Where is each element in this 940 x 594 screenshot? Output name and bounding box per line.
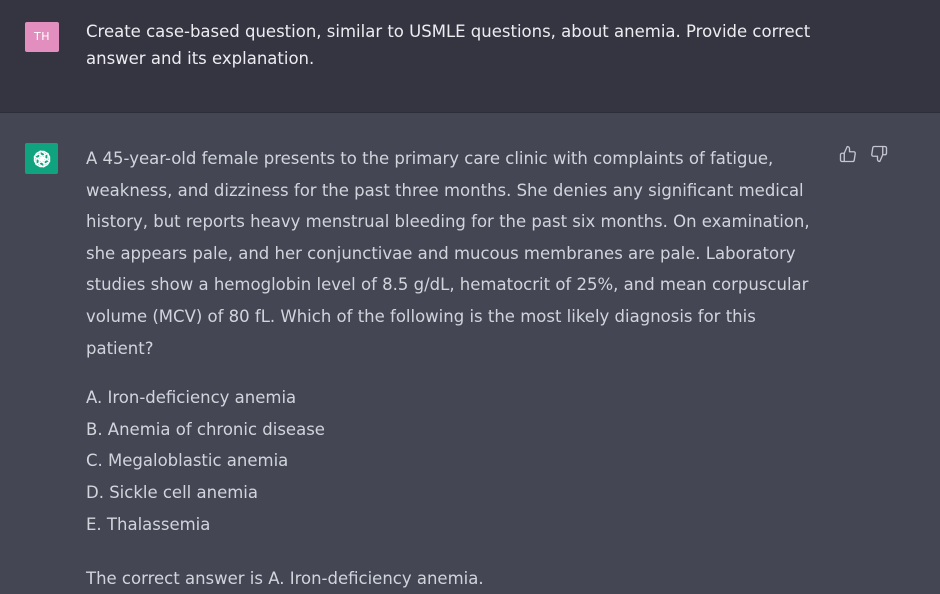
assistant-avatar — [25, 143, 58, 174]
option-b: B. Anemia of chronic disease — [86, 419, 325, 439]
option-c: C. Megaloblastic anemia — [86, 451, 289, 471]
assistant-message-row — [0, 113, 940, 589]
answer-options-list — [86, 382, 826, 540]
option-a: A. Iron-deficiency anemia — [86, 388, 297, 408]
openai-logo-icon — [31, 148, 53, 170]
thumbs-down-button[interactable] — [869, 144, 889, 164]
thumbs-down-icon — [870, 145, 888, 163]
thumbs-up-button[interactable] — [838, 144, 858, 164]
user-message-text: Create case-based question, similar to USMLE questions, about anemia. Provide correct answer and its explanation. — [86, 22, 811, 68]
assistant-message-content — [86, 143, 826, 594]
option-d: D. Sickle cell anemia — [86, 482, 258, 502]
feedback-buttons — [838, 144, 889, 164]
user-avatar: TH — [25, 22, 59, 52]
thumbs-up-icon — [839, 145, 857, 163]
option-e: E. Thalassemia — [86, 514, 211, 534]
user-message-row — [0, 0, 940, 113]
correct-answer-text: The correct answer is A. Iron-deficiency anemia. — [86, 569, 484, 589]
question-paragraph: A 45-year-old female presents to the primary care clinic with complaints of fatigue, weakness, and dizziness for the past three months. She denies any significant medical history, but reports heavy menstrual bleeding for the past six months. On examination, she appears pale, and her conjunctivae and mucous membranes are pale. Laboratory studies show a hemoglobin level of 8.5 g/dL, hematocrit of 25%, and mean corpuscular volume (MCV) of 80 fL. Which of the following is the most likely diagnosis for this patient? — [86, 149, 810, 358]
